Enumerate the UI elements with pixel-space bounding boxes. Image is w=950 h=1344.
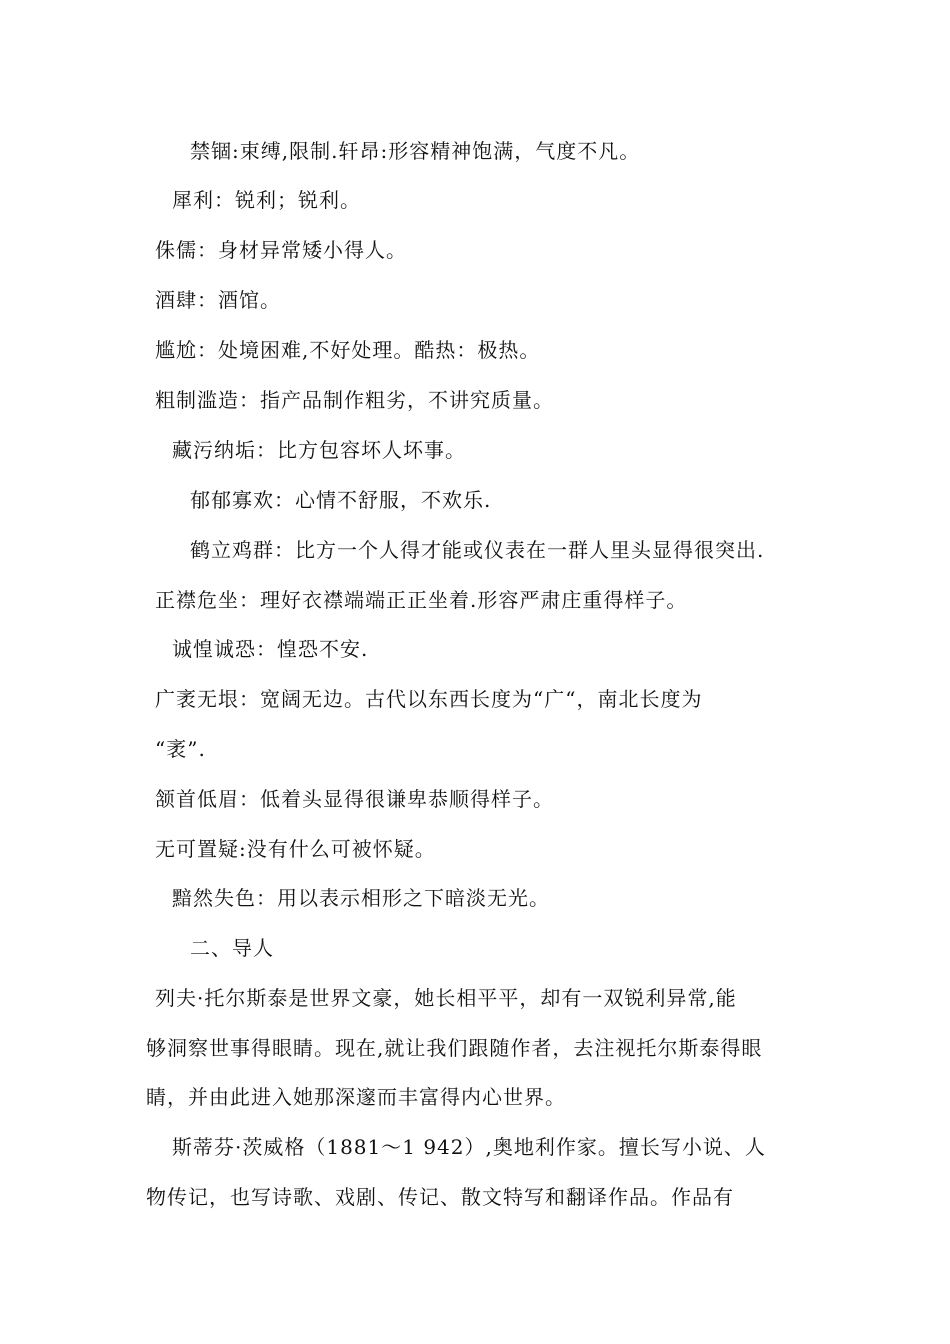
text-line: 禁锢:束缚,限制.轩昂:形容精神饱满，气度不凡。: [190, 139, 641, 163]
text-line: 颔首低眉：低着头显得很谦卑恭顺得样子。: [155, 787, 554, 811]
text-line: 物传记，也写诗歌、戏剧、传记、散文特写和翻译作品。作品有: [146, 1185, 734, 1209]
text-line: 列夫·托尔斯泰是世界文豪，她长相平平，却有一双锐利异常,能: [155, 986, 737, 1010]
text-line: 黯然失色：用以表示相形之下暗淡无光。: [172, 886, 550, 910]
text-line: “袤”.: [155, 737, 206, 761]
text-line: 广袤无垠：宽阔无边。古代以东西长度为“广“，南北长度为: [155, 687, 703, 711]
text-line: 斯蒂芬·茨威格（1881～1 942）,奥地利作家。擅长写小说、人: [172, 1135, 766, 1159]
text-line: 粗制滥造：指产品制作粗劣，不讲究质量。: [155, 388, 554, 412]
text-line: 鹤立鸡群：比方一个人得才能或仪表在一群人里头显得很突出.: [190, 538, 765, 562]
text-line: 侏儒：身材异常矮小得人。: [155, 238, 407, 262]
text-line: 无可置疑:没有什么可被怀疑。: [155, 837, 436, 861]
text-line: 藏污纳垢：比方包容坏人坏事。: [172, 438, 466, 462]
text-line: 犀利：锐利；锐利。: [172, 188, 361, 212]
text-line: 够洞察世事得眼睛。现在,就让我们跟随作者，去注视托尔斯泰得眼: [146, 1036, 763, 1060]
section-heading: 二、导人: [190, 936, 274, 960]
text-line: 尴尬：处境困难,不好处理。酷热：极热。: [155, 338, 541, 362]
text-line: 睛，并由此进入她那深邃而丰富得内心世界。: [146, 1085, 566, 1109]
text-line: 诚惶诚恐：惶恐不安.: [172, 637, 369, 661]
text-line: 正襟危坐：理好衣襟端端正正坐着.形容严肃庄重得样子。: [155, 588, 688, 612]
text-line: 郁郁寡欢：心情不舒服，不欢乐.: [190, 488, 492, 512]
text-line: 酒肆：酒馆。: [155, 288, 281, 312]
